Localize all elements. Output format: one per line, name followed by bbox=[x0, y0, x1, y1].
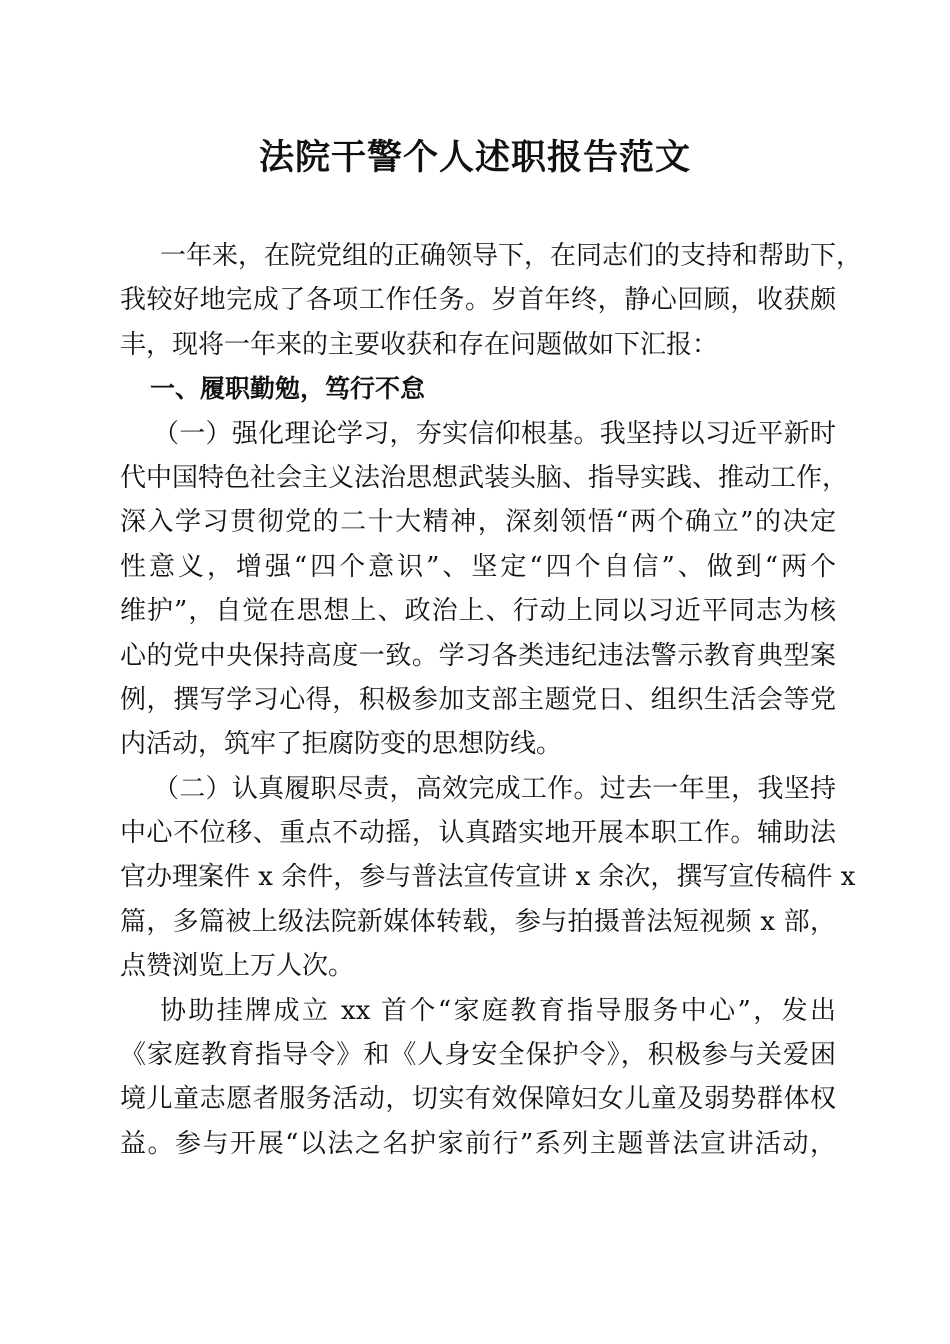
paragraph-line: 例，撰写学习心得，积极参加支部主题党日、组织生活会等党 bbox=[120, 684, 836, 715]
subsection-line: （二）认真履职尽责，高效完成工作。过去一年里，我坚持 bbox=[153, 773, 836, 804]
document-body bbox=[120, 234, 863, 1166]
paragraph-line: 篇，多篇被上级法院新媒体转载，参与拍摄普法短视频 x 部， bbox=[120, 906, 836, 937]
paragraph-line: 内活动，筑牢了拒腐防变的思想防线。 bbox=[120, 729, 563, 760]
paragraph-line: 维护”，自觉在思想上、政治上、行动上同以习近平同志为核 bbox=[120, 596, 836, 627]
paragraph-line: 点赞浏览上万人次。 bbox=[120, 951, 355, 982]
paragraph-line: 中心不位移、重点不动摇，认真踏实地开展本职工作。辅助法 bbox=[120, 818, 836, 849]
document-title: 法院干警个人述职报告范文 bbox=[258, 137, 691, 178]
paragraph-line: 益。参与开展“以法之名护家前行”系列主题普法宣讲活动， bbox=[120, 1128, 836, 1159]
paragraph-line: 代中国特色社会主义法治思想武装头脑、指导实践、推动工作， bbox=[120, 462, 849, 493]
paragraph-line: 官办理案件 x 余件，参与普法宣传宣讲 x 余次，撰写宣传稿件 x bbox=[120, 862, 856, 893]
section-heading: 一、履职勤勉，笃行不怠 bbox=[150, 374, 426, 404]
paragraph-line: 我较好地完成了各项工作任务。岁首年终，静心回顾，收获颇 bbox=[120, 285, 836, 316]
paragraph-line: 深入学习贯彻党的二十大精神，深刻领悟“两个确立”的决定 bbox=[120, 507, 836, 538]
paragraph-line: 《家庭教育指导令》和《人身安全保护令》，积极参与关爱困 bbox=[120, 1040, 836, 1071]
paragraph-line: 一年来，在院党组的正确领导下，在同志们的支持和帮助下， bbox=[160, 241, 863, 271]
paragraph-line: 境儿童志愿者服务活动，切实有效保障妇女儿童及弱势群体权 bbox=[120, 1084, 836, 1115]
paragraph-line: 心的党中央保持高度一致。学习各类违纪违法警示教育典型案 bbox=[120, 640, 836, 671]
paragraph-line: 丰，现将一年来的主要收获和存在问题做如下汇报： bbox=[120, 329, 719, 360]
subsection-line: （一）强化理论学习，夯实信仰根基。我坚持以习近平新时 bbox=[153, 418, 836, 449]
paragraph-line: 性意义，增强“四个意识”、坚定“四个自信”、做到“两个 bbox=[120, 551, 836, 582]
paragraph-line: 协助挂牌成立 xx 首个“家庭教育指导服务中心”，发出 bbox=[160, 995, 836, 1026]
